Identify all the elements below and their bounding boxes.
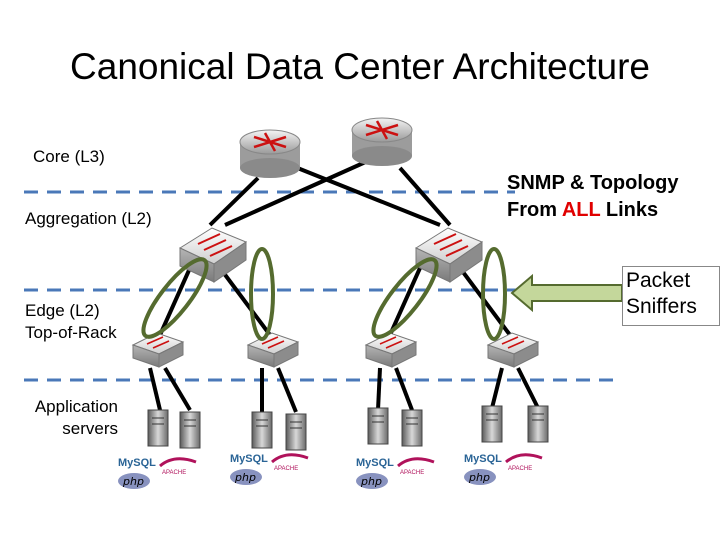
apache-logo: APACHE: [274, 466, 299, 472]
application-layer-label: [8, 396, 118, 440]
server-icon: [180, 412, 200, 448]
php-logo: php: [235, 471, 256, 484]
link-edge3-srv5: [378, 368, 380, 410]
packet-sniffers-label: [626, 268, 697, 320]
apache-feather-icon: [398, 459, 434, 466]
server-icon: [368, 408, 388, 444]
link-core1-agg1: [210, 178, 258, 225]
apache-feather-icon: [506, 455, 542, 462]
aggregation-switch-2: [416, 228, 482, 282]
edge-switch-1: [133, 333, 183, 367]
link-edge4-srv7: [492, 368, 502, 408]
apache-logo: APACHE: [508, 466, 533, 472]
software-logo-group-4: [464, 453, 542, 485]
apache-feather-icon: [160, 459, 196, 466]
link-agg1-edge2: [220, 268, 270, 335]
server-icon: [482, 406, 502, 442]
aggregation-switch-1: [180, 228, 246, 282]
server-icon: [286, 414, 306, 450]
network-links: [150, 160, 538, 412]
link-edge1-srv1: [150, 368, 160, 410]
snmp-callout-line2: [507, 197, 678, 224]
apache-logo: APACHE: [400, 470, 425, 476]
link-core1-agg2: [290, 165, 440, 225]
server-icon: [252, 412, 272, 448]
apache-logo: APACHE: [162, 470, 187, 476]
edge-layer-label-line1: Edge (L2): [25, 301, 100, 320]
snmp-callout-highlight: ALL: [561, 199, 601, 221]
apache-feather-icon: [272, 455, 308, 462]
link-edge4-srv8: [518, 368, 538, 408]
software-logo-group-3: [356, 457, 434, 489]
link-edge3-srv6: [396, 368, 412, 410]
application-layer-label-line1: Application: [34, 397, 118, 416]
link-edge2-srv4: [278, 368, 296, 412]
mysql-logo: MySQL: [464, 453, 502, 465]
server-icon: [402, 410, 422, 446]
snmp-topology-callout: [507, 170, 678, 224]
application-layer-label-line2: servers: [62, 419, 118, 438]
packet-sniffers-line2: Sniffers: [626, 295, 697, 318]
php-logo: php: [469, 471, 490, 484]
edge-switch-2: [248, 333, 298, 367]
php-logo: php: [361, 475, 382, 488]
mysql-logo: MySQL: [118, 457, 156, 469]
snmp-callout-line1: SNMP & Topology: [507, 172, 679, 194]
edge-layer-label: [25, 300, 117, 344]
application-servers: [148, 406, 548, 450]
mysql-logo: MySQL: [230, 453, 268, 465]
sniffer-arrow-icon: [512, 276, 622, 310]
aggregation-layer-label: Aggregation (L2): [25, 209, 152, 228]
server-icon: [528, 406, 548, 442]
edge-layer-label-line2: Top-of-Rack: [25, 323, 117, 342]
server-icon: [148, 410, 168, 446]
software-logo-group-2: [230, 453, 308, 485]
link-core2-agg2: [400, 168, 450, 225]
sniffer-ellipse-agg2-edge4: [483, 249, 505, 339]
link-edge1-srv2: [165, 368, 190, 410]
mysql-logo: MySQL: [356, 457, 394, 469]
php-logo: php: [123, 475, 144, 488]
software-logo-group-1: [118, 457, 196, 489]
edge-switch-3: [366, 333, 416, 367]
packet-sniffers-line1: Packet: [626, 269, 691, 292]
core-layer-label: Core (L3): [33, 147, 105, 166]
snmp-callout-prefix: From: [507, 199, 562, 221]
core-router-1: [240, 130, 300, 178]
core-router-2: [352, 118, 412, 166]
snmp-callout-suffix: Links: [600, 199, 659, 221]
slide-title: Canonical Data Center Architecture: [70, 46, 650, 87]
